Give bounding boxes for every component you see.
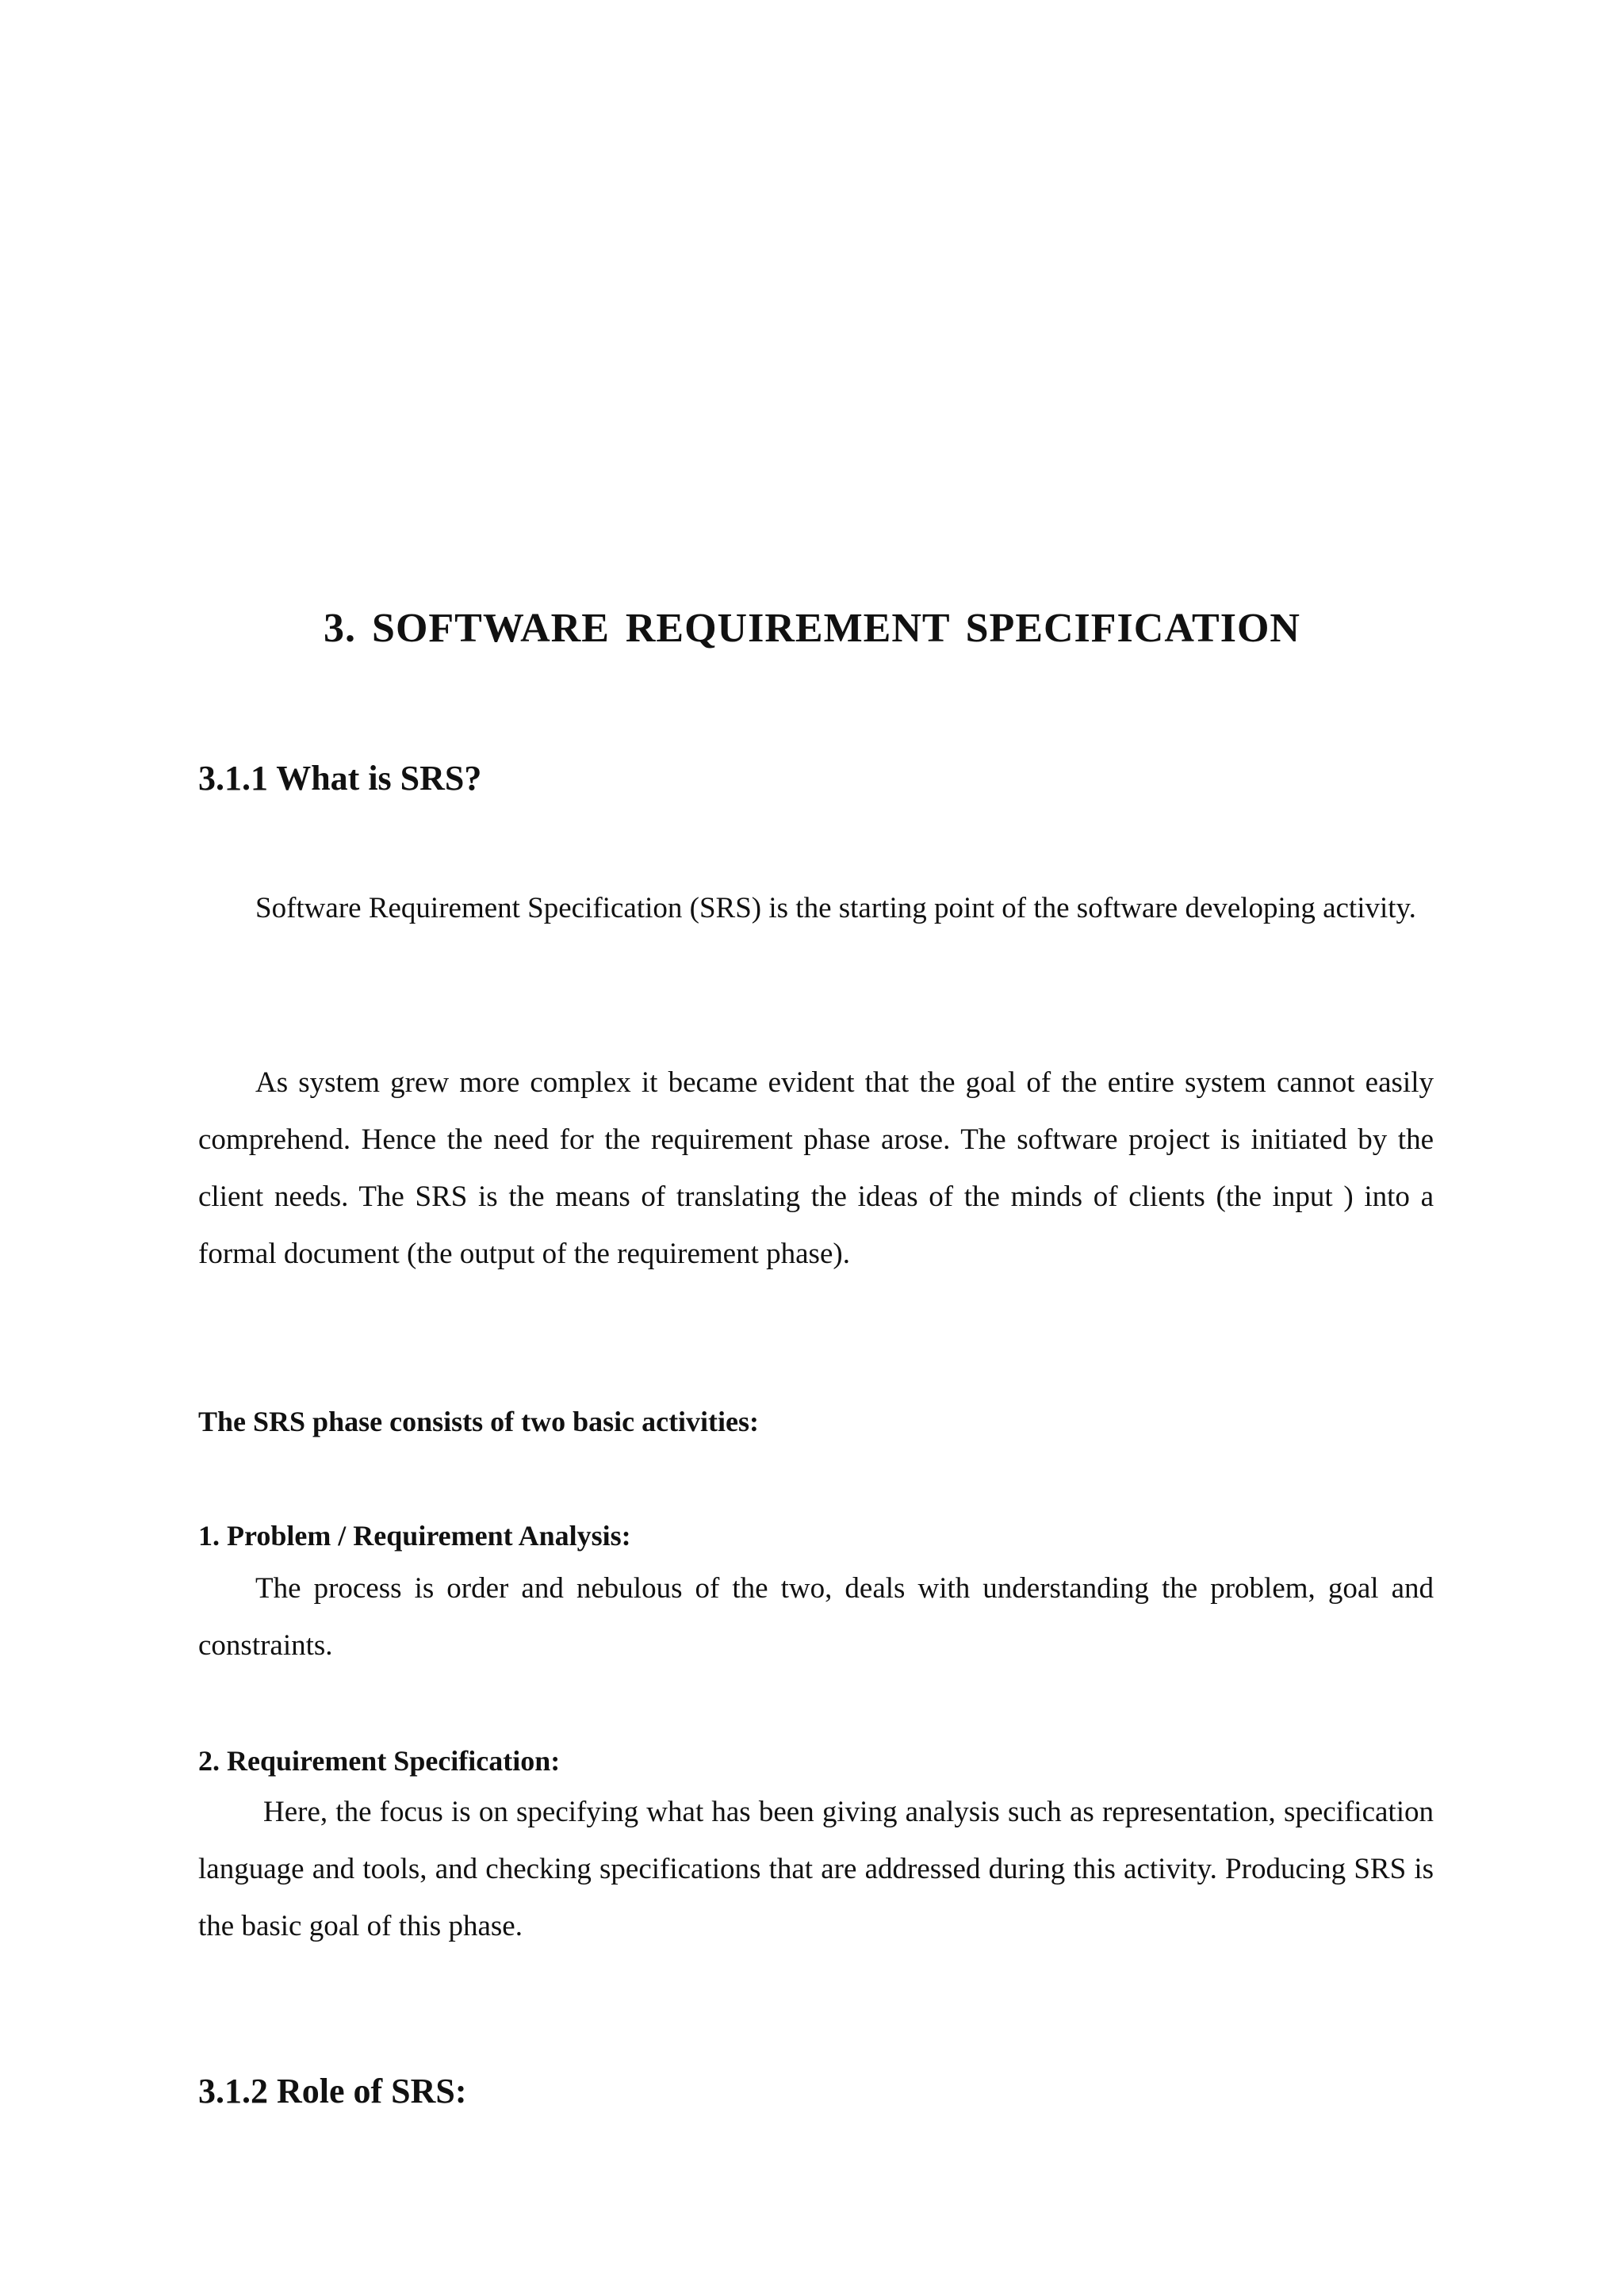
activity-2-text: Here, the focus is on specifying what has been giving analysis such as representation, specification language and tools, and checking specifications that are addressed during this activity. Producing SRS is the basic goal of this phase.	[198, 1796, 1434, 1942]
activity-1-text: The process is order and nebulous of the two, deals with understanding the problem, goal and constraints.	[198, 1572, 1434, 1662]
section-heading-role-of-srs: 3.1.2 Role of SRS:	[198, 2072, 467, 2110]
activities-intro: The SRS phase consists of two basic activities:	[198, 1406, 760, 1437]
paragraph-srs-background: As system grew more complex it became evident that the goal of the entire system cannot easily comprehend. Hence the need for the requirement phase arose. The software project is initiated by the client needs. The SRS is the means of translating the ideas of the minds of clients (the input ) into a formal document (the output of the requirement phase).	[198, 1066, 1434, 1270]
activity-2-heading: 2. Requirement Specification:	[198, 1745, 561, 1777]
section-heading-what-is-srs: 3.1.1 What is SRS?	[198, 759, 482, 798]
paragraph-srs-definition: Software Requirement Specification (SRS) is the starting point of the software developing activity.	[255, 892, 1416, 924]
chapter-title: 3. SOFTWARE REQUIREMENT SPECIFICATION	[324, 606, 1300, 651]
activity-1-heading: 1. Problem / Requirement Analysis:	[198, 1520, 631, 1552]
